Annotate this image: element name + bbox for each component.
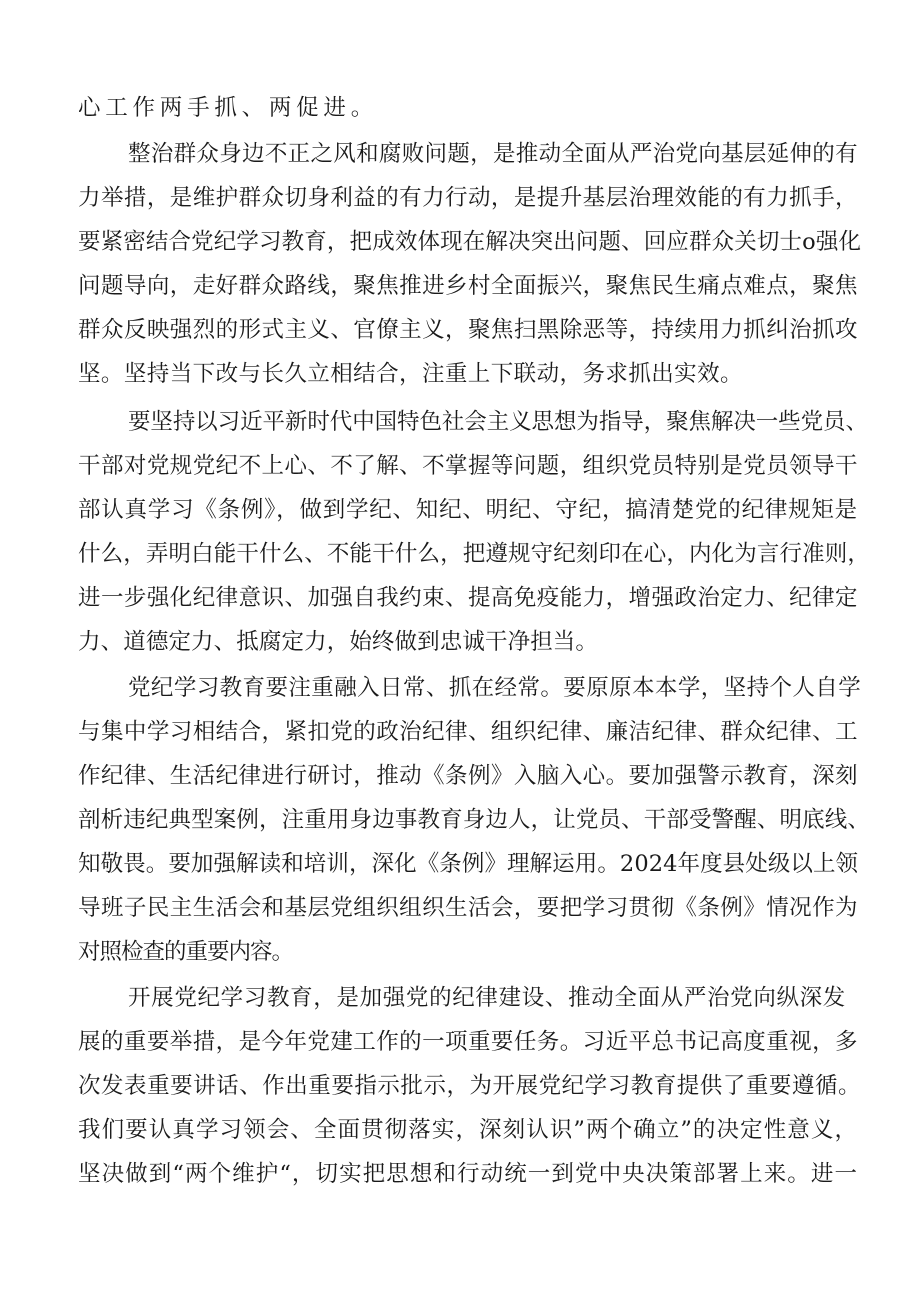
text-line: 坚。坚持当下改与长久立相结合，注重上下联动，务求抓出实效。: [78, 361, 743, 387]
text-line: 导班子民主生活会和基层党组织组织生活会，要把学习贯彻《条例》情况作为: [78, 895, 858, 921]
text-line: 知敬畏。要加强解读和培训，深化《条例》理解运用。2024年度县处级以上领: [78, 851, 859, 877]
text-line: 展的重要举措，是今年党建工作的一项重要任务。习近平总书记高度重视，多: [78, 1029, 858, 1055]
text-line: 部认真学习《条例》，做到学纪、知纪、明纪、守纪，搞清楚党的纪律规矩是: [78, 497, 858, 523]
text-line: 进一步强化纪律意识、加强自我约束、提高免疫能力，增强政治定力、纪律定: [78, 585, 858, 611]
text-line: 与集中学习相结合，紧扣党的政治纪律、组织纪律、廉洁纪律、群众纪律、工: [78, 719, 858, 745]
text-line: 整治群众身边不正之风和腐败问题，是推动全面从严治党向基层延伸的有: [128, 141, 858, 167]
text-line: 党纪学习教育要注重融入日常、抓在经常。要原原本本学，坚持个人自学: [128, 675, 862, 701]
text-line: 剖析违纪典型案例，注重用身边事教育身边人，让党员、干部受警醒、明底线、: [78, 807, 871, 833]
text-line: 心工作两手抓、两促进。: [78, 95, 378, 121]
text-line: 坚决做到“两个维护“，切实把思想和行动统一到党中央决策部署上来。进一: [78, 1161, 859, 1187]
text-line: 干部对党规党纪不上心、不了解、不掌握等问题，组织党员特别是党员领导干: [78, 453, 858, 479]
text-line: 问题导向，走好群众路线，聚焦推进乡村全面振兴，聚焦民生痛点难点，聚焦: [78, 273, 858, 299]
text-line: 开展党纪学习教育，是加强党的纪律建设、推动全面从严治党向纵深发: [128, 985, 846, 1011]
text-line: 什么，弄明白能干什么、不能干什么，把遵规守纪刻印在心，内化为言行准则，: [78, 541, 871, 567]
text-line: 作纪律、生活纪律进行研讨，推动《条例》入脑入心。要加强警示教育，深刻: [78, 763, 858, 789]
text-line: 要紧密结合党纪学习教育，把成效体现在解决突出问题、回应群众关切士o强化: [78, 229, 862, 255]
text-line: 力、道德定力、抵腐定力，始终做到忠诚干净担当。: [78, 629, 599, 655]
text-line: 群众反映强烈的形式主义、官僚主义，聚焦扫黑除恶等，持续用力抓纠治抓攻: [78, 317, 858, 343]
text-line: 力举措，是维护群众切身利益的有力行动，是提升基层治理效能的有力抓手，: [78, 185, 858, 211]
text-line: 要坚持以习近平新时代中国特色社会主义思想为指导，聚焦解决一些党员、: [128, 409, 868, 435]
text-line: 对照检查的重要内容。: [78, 939, 294, 965]
text-line: 次发表重要讲话、作出重要指示批示，为开展党纪学习教育提供了重要遵循。: [78, 1073, 862, 1099]
text-line: 我们要认真学习领会、全面贯彻落实，深刻认识”两个确立”的决定性意义，: [78, 1117, 859, 1143]
